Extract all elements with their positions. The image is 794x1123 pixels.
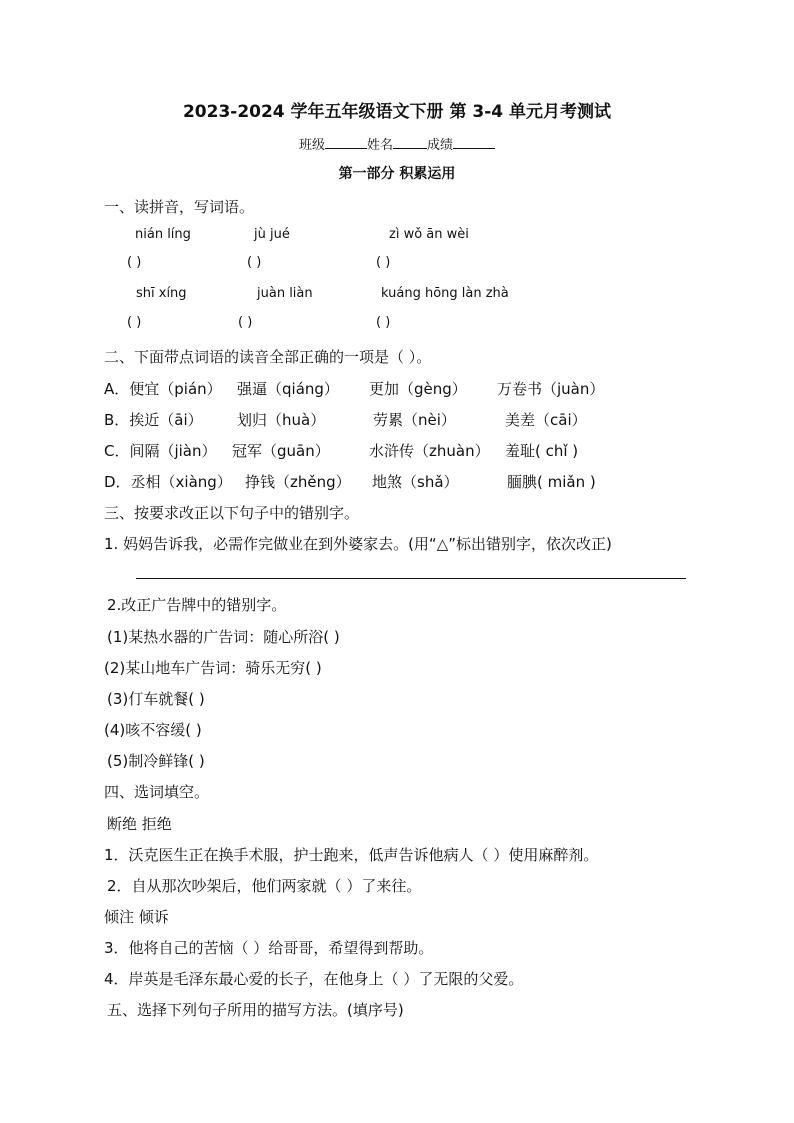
option-d-2: 挣钱（zhěng）: [245, 473, 351, 491]
option-b-2: 划归（huà）: [237, 411, 326, 429]
class-blank: [325, 136, 367, 149]
answer-blank: ( ): [247, 255, 262, 270]
option-d-1: D．丞相（xiàng）: [104, 473, 232, 491]
q4-sentence-4: 4．岸英是毛泽东最心爱的长子，在他身上（ ）了无限的父爱。: [104, 970, 524, 988]
option-a-4: 万卷书（juàn）: [497, 380, 605, 398]
q3-sub-1: (1)某热水器的广告词：随心所浴( ): [107, 628, 340, 646]
option-c-1: C．间隔（jiàn）: [104, 442, 217, 460]
q3-sub-3: (3)仃车就餐( ): [107, 690, 205, 708]
pinyin-2: jù jué: [254, 227, 290, 242]
name-label: 姓名: [366, 138, 393, 153]
q4-sentence-1: 1．沃克医生正在换手术服，护士跑来，低声告诉他病人（ ）使用麻醉剂。: [104, 846, 599, 864]
q3-sub-4: (4)咳不容缓( ): [104, 721, 202, 739]
option-c-2: 冠军（guān）: [232, 442, 330, 460]
q3-sub-5: (5)制冷鲜锋( ): [107, 752, 205, 770]
option-b-4: 美差（cāi）: [505, 411, 587, 429]
answer-blank: ( ): [376, 255, 391, 270]
q4-sentence-3: 3．他将自己的苦恼（ ）给哥哥，希望得到帮助。: [104, 939, 434, 957]
student-info-line: [0, 134, 794, 153]
q4-sentence-2: 2．自从那次吵架后，他们两家就（ ）了来往。: [107, 877, 422, 895]
pinyin-4: shī xíng: [136, 286, 187, 301]
score-label: 成绩: [427, 138, 454, 153]
part-one-heading: 第一部分 积累运用: [338, 166, 456, 182]
q2-heading: 二、下面带点词语的读音全部正确的一项是（ ）。: [104, 348, 432, 366]
option-b-3: 劳累（nèi）: [373, 411, 456, 429]
answer-blank: ( ): [127, 255, 142, 270]
option-a-1: A．便宜（pián）: [104, 380, 222, 398]
option-a-2: 强逼（qiáng）: [237, 380, 339, 398]
pinyin-1: nián líng: [135, 227, 191, 242]
class-label: 班级: [298, 138, 325, 153]
pinyin-6: kuáng hōng làn zhà: [381, 286, 509, 301]
option-b-1: B．挨近（āi）: [104, 411, 203, 429]
q3-heading: 三、按要求改正以下句子中的错别字。: [104, 504, 360, 522]
answer-blank: ( ): [127, 315, 142, 330]
word-choices-1: 断绝 拒绝: [107, 815, 172, 833]
answer-line: [136, 578, 686, 579]
answer-blank: ( ): [238, 315, 253, 330]
pinyin-3: zì wǒ ān wèi: [389, 227, 469, 242]
q4-heading: 四、选词填空。: [104, 783, 210, 801]
q3-item-2: 2.改正广告牌中的错别字。: [107, 596, 287, 614]
q3-item-1: 1. 妈妈告诉我，必需作完做业在到外婆家去。(用“△”标出错别字，依次改正): [104, 535, 612, 553]
q3-sub-2: (2)某山地车广告词：骑乐无穷( ): [104, 659, 322, 677]
q5-heading: 五、选择下列句子所用的描写方法。(填序号): [107, 1001, 404, 1019]
option-d-4: 腼腆( miǎn ): [507, 473, 596, 491]
option-c-3: 水浒传（zhuàn）: [369, 442, 490, 460]
option-a-3: 更加（gèng）: [369, 380, 467, 398]
answer-blank: ( ): [376, 315, 391, 330]
q1-heading: 一、读拼音，写词语。: [104, 198, 255, 216]
pinyin-5: juàn liàn: [257, 286, 313, 301]
name-blank: [393, 136, 427, 149]
option-c-4: 羞耻( chǐ ): [505, 442, 579, 460]
option-d-3: 地煞（shǎ）: [372, 473, 459, 491]
page-title: 2023-2024 学年五年级语文下册 第 3-4 单元月考测试: [182, 102, 612, 122]
word-choices-2: 倾注 倾诉: [104, 908, 169, 926]
score-blank: [453, 136, 495, 149]
